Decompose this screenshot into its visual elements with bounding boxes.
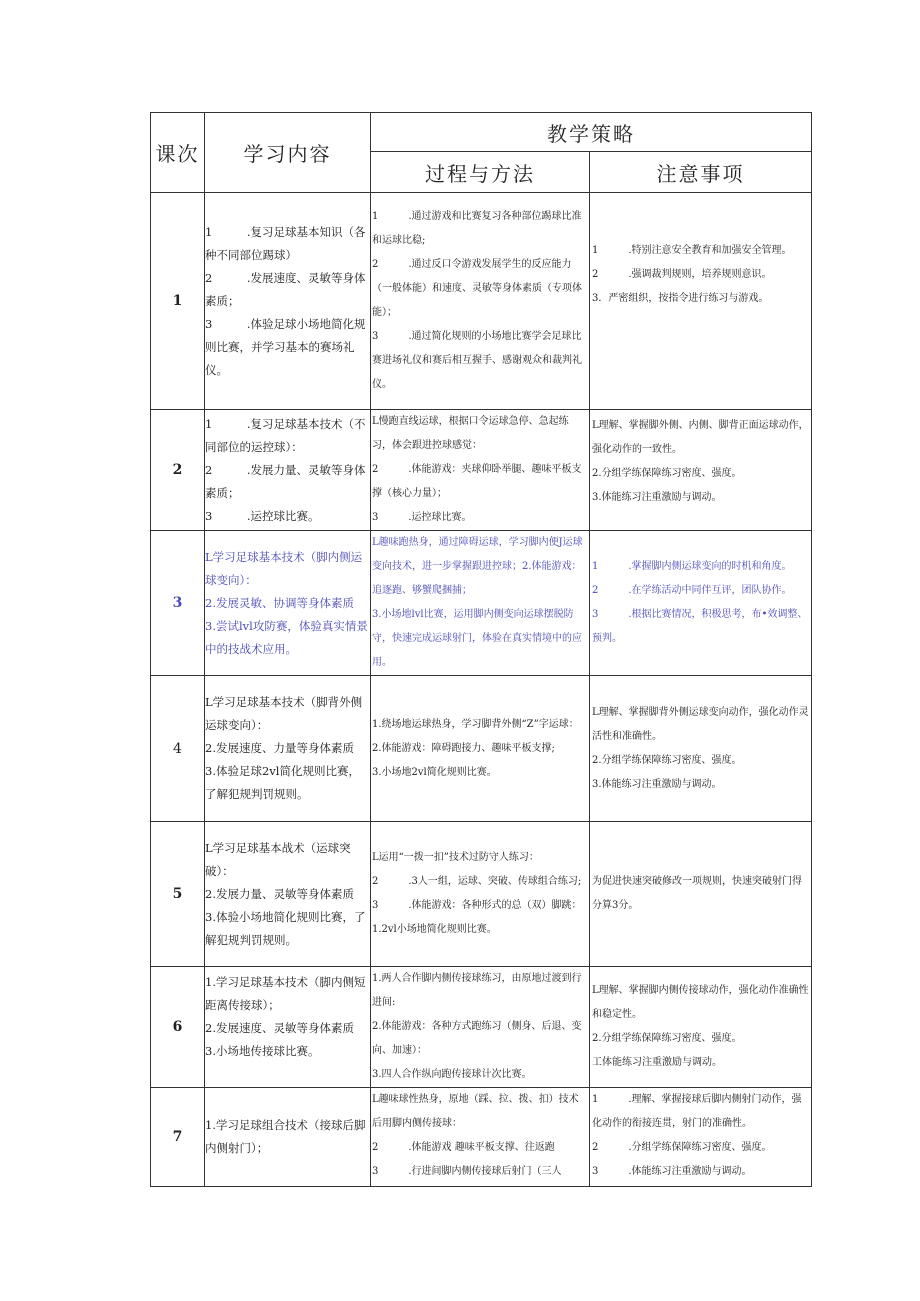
process-cell: [371, 967, 590, 1088]
content-cell: [205, 1088, 371, 1187]
process-item: 1 .通过游戏和比赛复习各种部位踢球比准和运球比稳;: [372, 211, 582, 246]
content-cell: [205, 410, 371, 531]
process-cell: [371, 1088, 590, 1187]
content-item: 1.学习足球组合技术（接球后脚内侧射门）；: [205, 1118, 366, 1155]
process-item: 1.绕场地运球热身，学习脚背外侧“Z”字运球：: [372, 718, 579, 730]
process-item: L运用“一拨一扣”技术过防守人练习：: [372, 852, 539, 863]
lesson-number: 6: [151, 967, 205, 1088]
process-cell: [371, 193, 590, 410]
notes-cell: [590, 676, 812, 822]
lesson-number: 3: [151, 531, 205, 676]
process-item: 3.小场地2vl简化规则比赛。: [372, 766, 497, 778]
content-item: L学习足球基本技术（脚背外侧运球变向）：: [205, 695, 363, 732]
process-cell: [371, 822, 590, 967]
note-item: L理解、掌握脚内侧传接球动作，强化动作准确性和稳定性。: [592, 985, 809, 1020]
process-item: 3 .运控球比赛。: [372, 512, 472, 523]
content-cell: [205, 676, 371, 822]
header-strategy: 教学策略: [371, 113, 812, 152]
process-item: 3.小场地lvl比赛，运用脚内侧变向运球摆脱防守，快速完成运球射门，体验在真实情境中的应用。: [372, 609, 582, 668]
note-item: 2.分组学练保障练习密度、强度。: [592, 468, 742, 479]
content-item: 1 .复习足球基本技术（不同部位的运控球）：: [205, 416, 366, 454]
process-item: 2.体能游戏：各种方式跑练习（侧身、后退、变向、加速）：: [372, 1021, 582, 1056]
lesson-number: 1: [151, 193, 205, 410]
content-item: L学习足球基本战术（运球突破）：: [205, 840, 351, 878]
process-item: L趣味球性热身，原地（踩、拉、拨、扣）技术后用脚内侧传接球：: [372, 1094, 579, 1129]
note-item: 2 .强调裁判规则，培养规则意识。: [592, 269, 772, 280]
table-row: [151, 410, 812, 531]
lesson-number: 5: [151, 822, 205, 967]
lesson-number: 4: [151, 676, 205, 822]
process-item: 3 .行进间脚内侧传接球后射门（三人: [372, 1166, 562, 1177]
content-cell: [205, 193, 371, 410]
content-item: 3.体验足球2vl简化规则比赛，了解犯规判罚规则。: [205, 764, 360, 801]
notes-cell: [590, 967, 812, 1088]
note-item: 1 .掌握脚内侧运球变向的时机和角度。: [592, 561, 792, 572]
content-item: 2 .发展速度、灵敏等身体素质；: [205, 270, 366, 308]
content-item: 3.体验小场地简化规则比赛，了解犯规判罚规则。: [205, 909, 366, 947]
note-item: 3．严密组织，按指令进行练习与游戏。: [592, 293, 769, 304]
teaching-plan-table: [150, 112, 812, 1187]
content-cell: [205, 531, 371, 676]
note-item: 工体能练习注重激励与调动。: [592, 1057, 722, 1068]
content-item: 2 .发展力量、灵敏等身体素质；: [205, 462, 366, 500]
lesson-number: 2: [151, 410, 205, 531]
note-item: 3.体能练习注重激励与调动。: [592, 492, 722, 503]
header-process: 过程与方法: [371, 152, 590, 193]
note-item: 2 .在学练活动中同伴互评，团队协作。: [592, 585, 792, 596]
note-item: 3 .根据比赛情况，积极思考，布•效调整、预判。: [592, 609, 808, 644]
note-item: 2.分组学练保障练习密度、强度。: [592, 754, 742, 766]
lesson-number: 7: [151, 1088, 205, 1187]
table-row: [151, 1088, 812, 1187]
content-item: 3.尝试lvl攻防赛，体验真实情景中的技战术应用。: [205, 618, 368, 656]
process-item: L趣味跑热身，通过障碍运球，学习脚内便J运球变向技术，进一步掌握跟进控球；2.体能游戏：追逐跑、够蟹爬捆捕；: [372, 537, 583, 596]
note-item: 2.分组学练保障练习密度、强度。: [592, 1033, 742, 1044]
table-row: [151, 822, 812, 967]
content-item: 3 .体验足球小场地简化规则比赛，并学习基本的赛场礼仪。: [205, 316, 366, 377]
content-item: 1.学习足球基本技术（脚内侧短距离传接球）；: [205, 975, 366, 1012]
process-cell: [371, 531, 590, 676]
note-item: 3 .体能练习注重激励与调动。: [592, 1166, 752, 1177]
notes-cell: [590, 193, 812, 410]
note-item: 1 .理解、掌握接球后脚内侧射门动作，强化动作的衔接连贯，射门的准确性。: [592, 1094, 802, 1129]
content-item: 3 .运控球比赛。: [205, 508, 320, 523]
note-item: 为促进快速突破修改一项规则，快速突破射门得分算3分。: [592, 876, 802, 911]
content-cell: [205, 822, 371, 967]
header-lesson: 课次: [151, 113, 205, 193]
table-row: [151, 531, 812, 676]
process-item: 2 .通过反口令游戏发展学生的反应能力（一般体能）和速度、灵敏等身体素质（专项体能）；: [372, 259, 582, 318]
content-item: 1 .复习足球基本知识（各种不同部位踢球）: [205, 224, 366, 262]
notes-cell: [590, 410, 812, 531]
table-row: [151, 967, 812, 1088]
header-content: 学习内容: [205, 113, 371, 193]
process-item: 2.体能游戏：障碍跑接力、趣味平板支撑;: [372, 742, 555, 754]
content-item: 2.发展速度、灵敏等身体素质: [205, 1021, 354, 1035]
process-item: 2 .体能游戏：夹球仰卧举腿、趣味平板支撑（核心力量）；: [372, 464, 582, 499]
note-item: L理解、掌握脚背外侧运球变向动作，强化动作灵活性和准确性。: [592, 706, 809, 742]
table-row: [151, 676, 812, 822]
process-item: L慢跑直线运球，根据口令运球急停、急起练习，体会跟进控球感觉：: [372, 416, 569, 451]
content-item: 2.发展力量、灵敏等身体素质: [205, 886, 354, 901]
content-item: 3.小场地传接球比赛。: [205, 1044, 320, 1058]
table-row: [151, 193, 812, 410]
process-item: 2 .体能游戏 趣味平板支撑、往返跑: [372, 1142, 555, 1153]
content-item: L学习足球基本技术（脚内侧运球变向）：: [205, 549, 363, 587]
note-item: 2 .分组学练保障练习密度、强度。: [592, 1142, 772, 1153]
notes-cell: [590, 822, 812, 967]
process-item: 2 .3人一组，运球、突破、传球组合练习;: [372, 876, 582, 887]
process-cell: [371, 410, 590, 531]
content-cell: [205, 967, 371, 1088]
process-item: 1.两人合作脚内侧传接球练习，由原地过渡到行进间:: [372, 973, 582, 1008]
note-item: 1 .特别注意安全教育和加强安全管理。: [592, 245, 792, 256]
header-notes: 注意事项: [590, 152, 812, 193]
note-item: 3.体能练习注重激励与调动。: [592, 778, 722, 790]
process-item: 3 .通过简化规则的小场地比赛学会足球比赛进场礼仪和赛后相互握手、感谢观众和裁判礼仪。: [372, 331, 582, 390]
process-item: 3.四人合作纵向跑传接球计次比赛。: [372, 1069, 532, 1080]
note-item: L理解、掌握脚外侧、内侧、脚背正面运球动作，强化动作的一致性。: [592, 420, 809, 455]
content-item: 2.发展速度、力量等身体素质: [205, 741, 354, 755]
notes-cell: [590, 531, 812, 676]
content-item: 2.发展灵敏、协调等身体素质: [205, 595, 354, 610]
process-item: 3 .体能游戏：各种形式的总（双）脚跳：: [372, 900, 582, 911]
process-cell: [371, 676, 590, 822]
process-item: 1.2vl小场地简化规则比赛。: [372, 924, 497, 935]
notes-cell: [590, 1088, 812, 1187]
